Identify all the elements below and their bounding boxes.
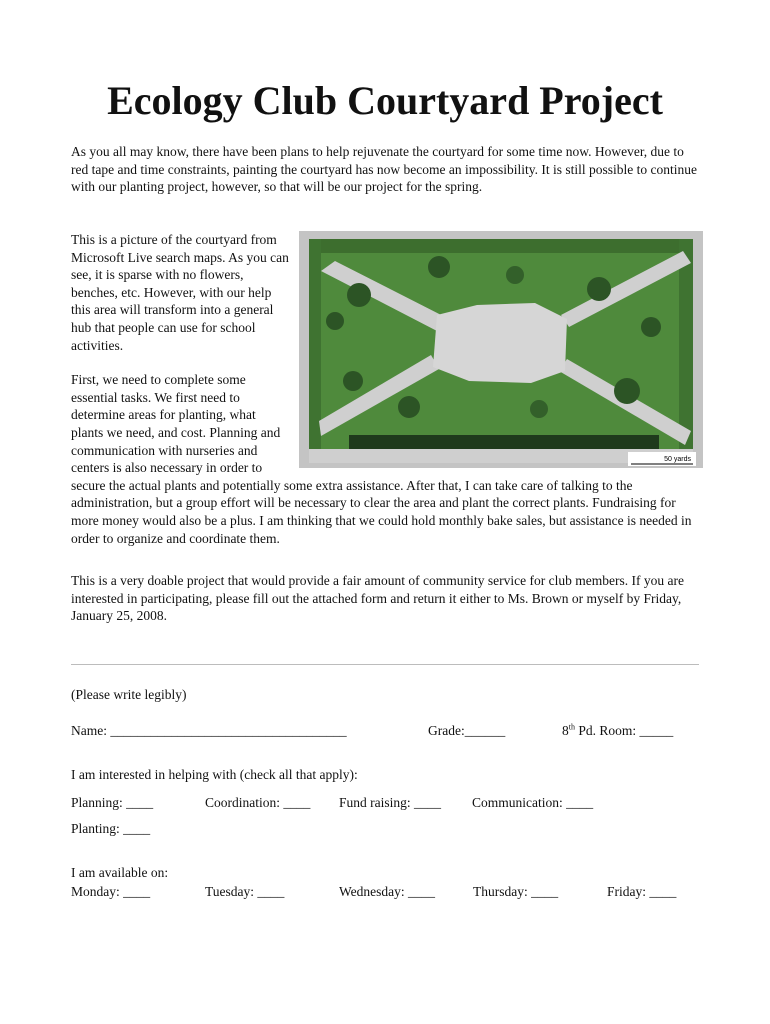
tuesday-field[interactable]: Tuesday: ____	[205, 884, 285, 899]
name-field[interactable]: Name: ___________________________________	[71, 723, 347, 738]
friday-field[interactable]: Friday: ____	[607, 884, 677, 899]
courtyard-map-drawing	[299, 231, 703, 468]
map-scale-label: 50 yards	[664, 456, 691, 463]
room-field[interactable]	[562, 722, 673, 740]
availability-heading: I am available on:	[71, 865, 169, 880]
planning-checkbox[interactable]: Planning: ____	[71, 795, 154, 810]
room-prefix: 8	[562, 723, 569, 738]
room-label: Pd. Room: _____	[574, 723, 674, 738]
closing-paragraph: This is a very doable project that would provide a fair amount of community service for club members. If you are interested in participating, please fill out the attached form and return it either to Ms. Brown or myself by Friday, January 25, 2008.	[71, 573, 684, 624]
intro-paragraph: As you all may know, there have been plans to help rejuvenate the courtyard for some time now. However, due to red tape and time constraints, painting the courtyard has now become an impossibility. It is still possible to continue with our planting project, however, so that will be our project for the spring.	[71, 144, 698, 195]
interest-heading: I am interested in helping with (check all that apply):	[71, 767, 358, 782]
monday-field[interactable]: Monday: ____	[71, 884, 151, 899]
form-divider	[71, 664, 699, 665]
legibility-note: (Please write legibly)	[71, 687, 187, 702]
communication-checkbox[interactable]: Communication: ____	[472, 795, 594, 810]
coordination-checkbox[interactable]: Coordination: ____	[205, 795, 311, 810]
courtyard-aerial-photo	[299, 231, 703, 468]
fundraising-checkbox[interactable]: Fund raising: ____	[339, 795, 442, 810]
wednesday-field[interactable]: Wednesday: ____	[339, 884, 436, 899]
document-title: Ecology Club Courtyard Project	[107, 78, 663, 123]
grade-field[interactable]: Grade:______	[428, 723, 506, 738]
planting-checkbox[interactable]: Planting: ____	[71, 821, 151, 836]
thursday-field[interactable]: Thursday: ____	[473, 884, 559, 899]
room-ordinal: th	[568, 722, 575, 732]
picture-paragraph: This is a picture of the courtyard from Microsoft Live search maps. As you can see, it is sparse with no flowers, benches, etc. However, with our help this area will transform into a general hub that people can use for school activities.	[71, 232, 289, 353]
picture-and-tasks-block	[71, 231, 703, 547]
tasks-paragraph: First, we need to complete some essential tasks. We first need to determine areas for planting, what plants we need, and cost. Planning and communication with nurseries and centers is also necessary in order to secure the actual plants and potentially some extra assistance. After that, I can take care of talking to the administration, but a group effort will be necessary to clear the area and plant the correct plants. Fundraising for more money would also be a plus. I am thinking that we could hold monthly bake sales, but assistance is needed in order to organize and coordinate them.	[71, 372, 692, 546]
